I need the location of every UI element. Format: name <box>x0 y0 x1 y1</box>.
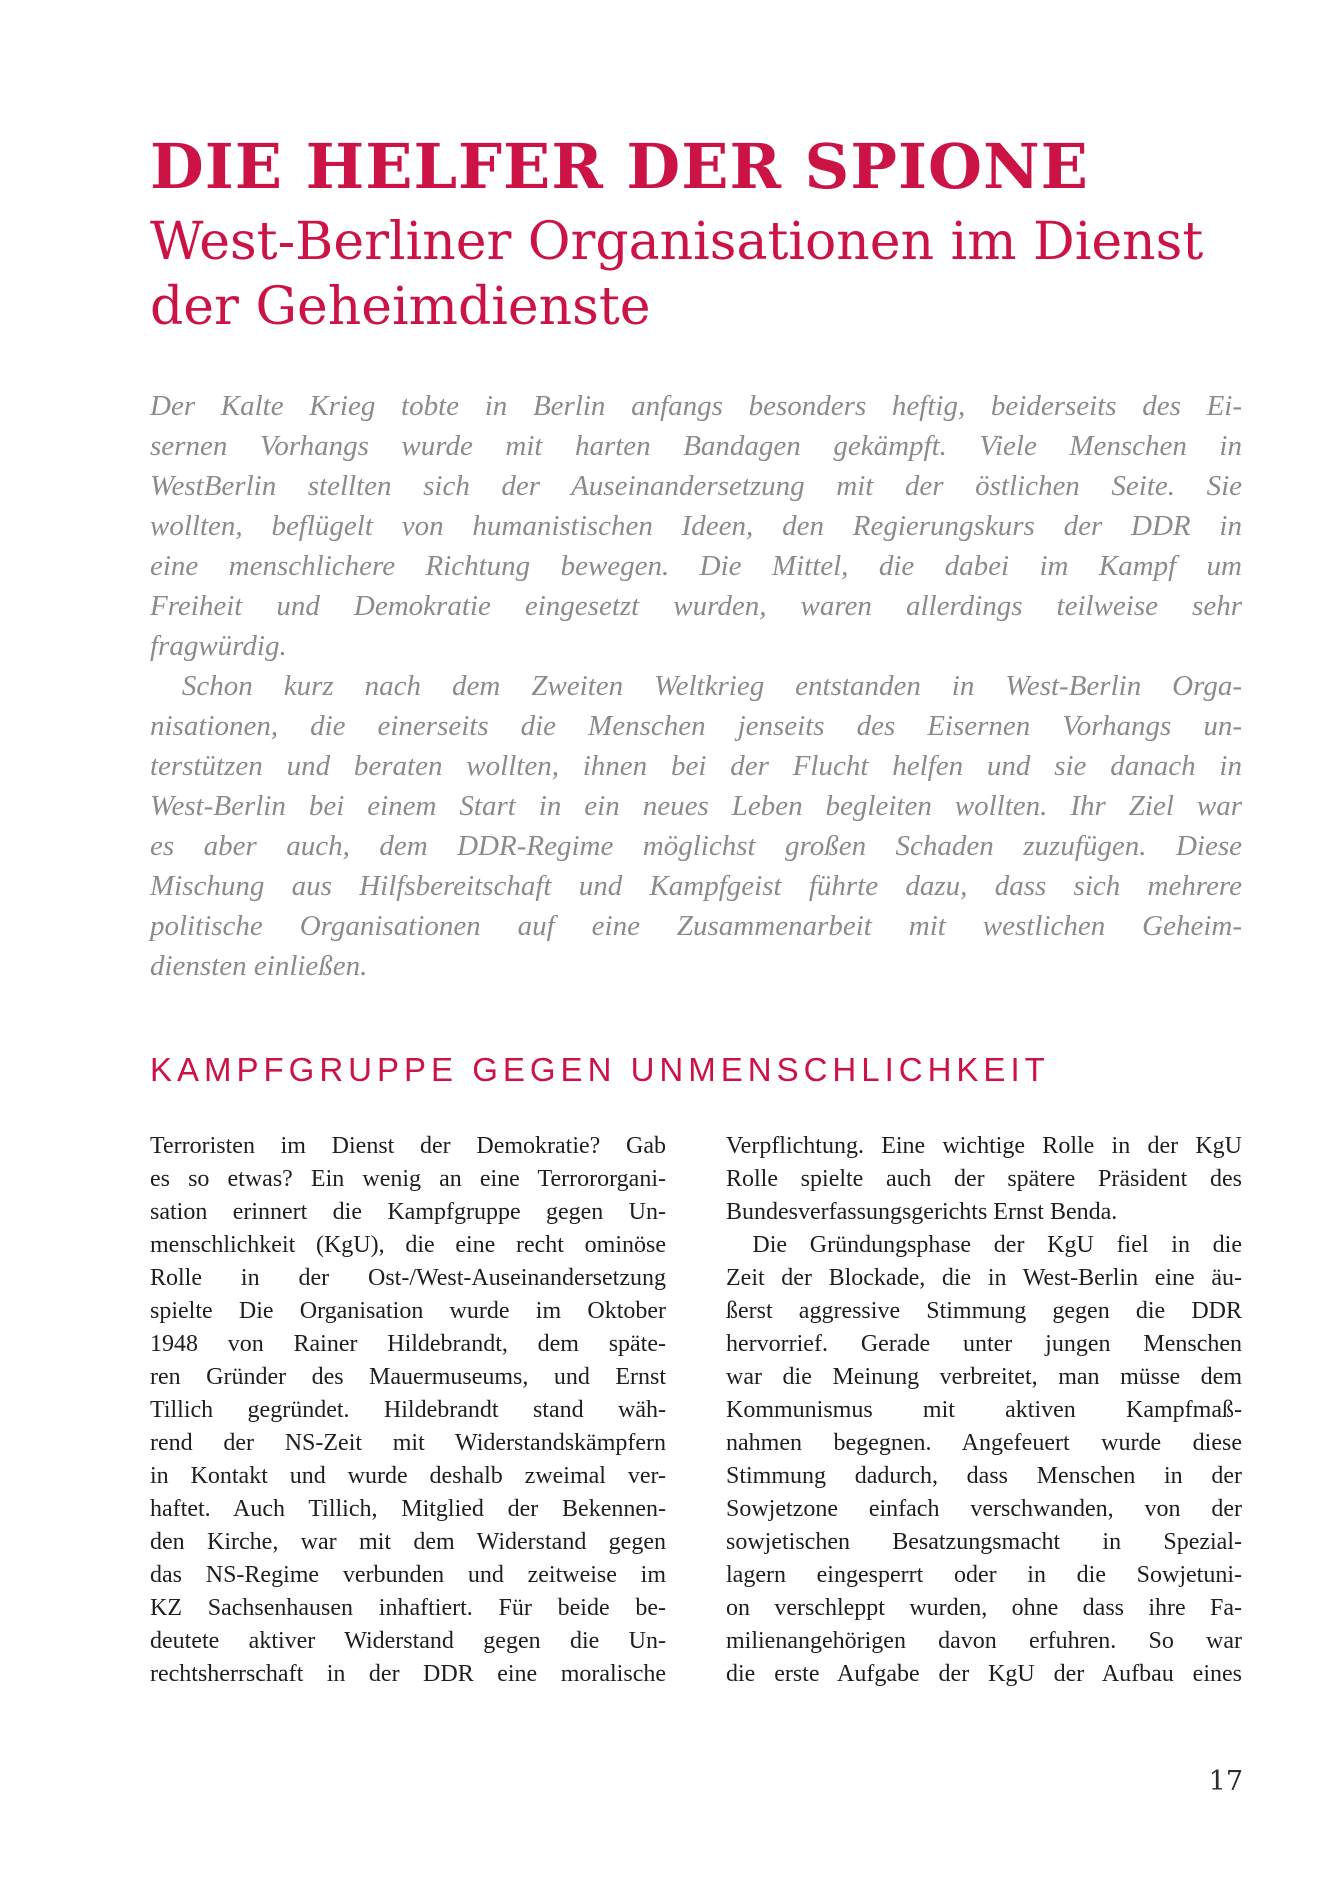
text-line: Die Gründungsphase der KgU fiel in die <box>752 1232 1242 1258</box>
text-line: es so etwas? Ein wenig an eine Terrororgani- <box>150 1166 666 1192</box>
text-line: Sowjetzone einfach verschwanden, von der <box>726 1496 1242 1522</box>
text-line: milienangehörigen davon erfuhren. So war <box>726 1628 1242 1654</box>
text-line: hervorrief. Gerade unter jungen Menschen <box>726 1331 1242 1357</box>
text-line: ren Gründer des Mauermuseums, und Ernst <box>150 1364 666 1390</box>
text-line: rend der NS-Zeit mit Widerstandskämpfern <box>150 1430 666 1456</box>
text-line: war die Meinung verbreitet, man müsse dem <box>726 1364 1242 1390</box>
text-line: Terroristen im Dienst der Demokratie? Gab <box>150 1133 666 1159</box>
chapter-subtitle <box>150 210 1242 340</box>
column-left <box>150 1130 666 1691</box>
text-line: Stimmung dadurch, dass Menschen in der <box>726 1463 1242 1489</box>
text-line: Freiheit und Demokratie eingesetzt wurden, waren allerdings teilweise sehr <box>150 590 1242 622</box>
text-line: 1948 von Rainer Hildebrandt, dem späte- <box>150 1331 666 1357</box>
text-line: nahmen begegnen. Angefeuert wurde diese <box>726 1430 1242 1456</box>
column-right <box>726 1130 1242 1691</box>
text-line: fragwürdig. <box>150 630 287 662</box>
subtitle-line: der Geheimdienste <box>150 277 651 337</box>
text-line: Mischung aus Hilfsbereitschaft und Kampfgeist führte dazu, dass sich mehrere <box>150 870 1242 902</box>
text-line: in Kontakt und wurde deshalb zweimal ver- <box>150 1463 666 1489</box>
text-line: Bundesverfassungsgerichts Ernst Benda. <box>726 1199 1118 1225</box>
text-line: rechtsherrschaft in der DDR eine moralische <box>150 1661 666 1687</box>
text-line: Zeit der Blockade, die in West-Berlin eine äu- <box>726 1265 1242 1291</box>
text-line: den Kirche, war mit dem Widerstand gegen <box>150 1529 666 1555</box>
subtitle-line: West-Berliner Organisationen im Dienst <box>150 212 1204 272</box>
section-heading: KAMPFGRUPPE GEGEN UNMENSCHLICHKEIT <box>150 1051 1050 1088</box>
text-line: das NS-Regime verbunden und zeitweise im <box>150 1562 666 1588</box>
text-line: Schon kurz nach dem Zweiten Weltkrieg entstanden in West-Berlin Orga- <box>181 670 1242 702</box>
page-number: 17 <box>1208 1766 1243 1797</box>
text-line: WestBerlin stellten sich der Auseinandersetzung mit der östlichen Seite. Sie <box>150 470 1242 502</box>
text-line: spielte Die Organisation wurde im Oktober <box>150 1298 666 1324</box>
text-line: nisationen, die einerseits die Menschen jenseits des Eisernen Vorhangs un- <box>150 710 1242 742</box>
page-content <box>150 0 1242 1691</box>
text-line: diensten einließen. <box>150 950 368 982</box>
text-line: West-Berlin bei einem Start in ein neues Leben begleiten wollten. Ihr Ziel war <box>150 790 1242 822</box>
text-line: es aber auch, dem DDR-Regime möglichst großen Schaden zuzufügen. Diese <box>150 830 1242 862</box>
chapter-title: DIE HELFER DER SPIONE <box>150 130 1089 203</box>
text-line: eine menschlichere Richtung bewegen. Die Mittel, die dabei im Kampf um <box>150 550 1242 582</box>
text-line: on verschleppt wurden, ohne dass ihre Fa- <box>726 1595 1242 1621</box>
intro-text <box>150 386 1242 986</box>
text-line: terstützen und beraten wollten, ihnen bei der Flucht helfen und sie danach in <box>150 750 1242 782</box>
text-line: Rolle spielte auch der spätere Präsident des <box>726 1166 1242 1192</box>
text-line: lagern eingesperrt oder in die Sowjetuni- <box>726 1562 1242 1588</box>
text-line: wollten, beflügelt von humanistischen Ideen, den Regierungskurs der DDR in <box>150 510 1242 542</box>
text-line: Rolle in der Ost-/West-Auseinandersetzung <box>150 1265 666 1291</box>
text-line: Der Kalte Krieg tobte in Berlin anfangs besonders heftig, beiderseits des Ei- <box>150 390 1242 422</box>
two-column-body <box>150 1130 1242 1691</box>
text-line: sation erinnert die Kampfgruppe gegen Un- <box>150 1199 666 1225</box>
text-line: sernen Vorhangs wurde mit harten Bandagen gekämpft. Viele Menschen in <box>150 430 1242 462</box>
text-line: die erste Aufgabe der KgU der Aufbau eines <box>726 1661 1242 1687</box>
text-line: ßerst aggressive Stimmung gegen die DDR <box>726 1298 1242 1324</box>
text-line: politische Organisationen auf eine Zusammenarbeit mit westlichen Geheim- <box>150 910 1242 942</box>
text-line: Tillich gegründet. Hildebrandt stand wäh- <box>150 1397 666 1423</box>
text-line: sowjetischen Besatzungsmacht in Spezial- <box>726 1529 1242 1555</box>
text-line: haftet. Auch Tillich, Mitglied der Bekennen- <box>150 1496 666 1522</box>
text-line: KZ Sachsenhausen inhaftiert. Für beide be- <box>150 1595 666 1621</box>
text-line: Kommunismus mit aktiven Kampfmaß- <box>726 1397 1242 1423</box>
text-line: Verpflichtung. Eine wichtige Rolle in der KgU <box>726 1133 1242 1159</box>
text-line: menschlichkeit (KgU), die eine recht ominöse <box>150 1232 666 1258</box>
text-line: deutete aktiver Widerstand gegen die Un- <box>150 1628 666 1654</box>
